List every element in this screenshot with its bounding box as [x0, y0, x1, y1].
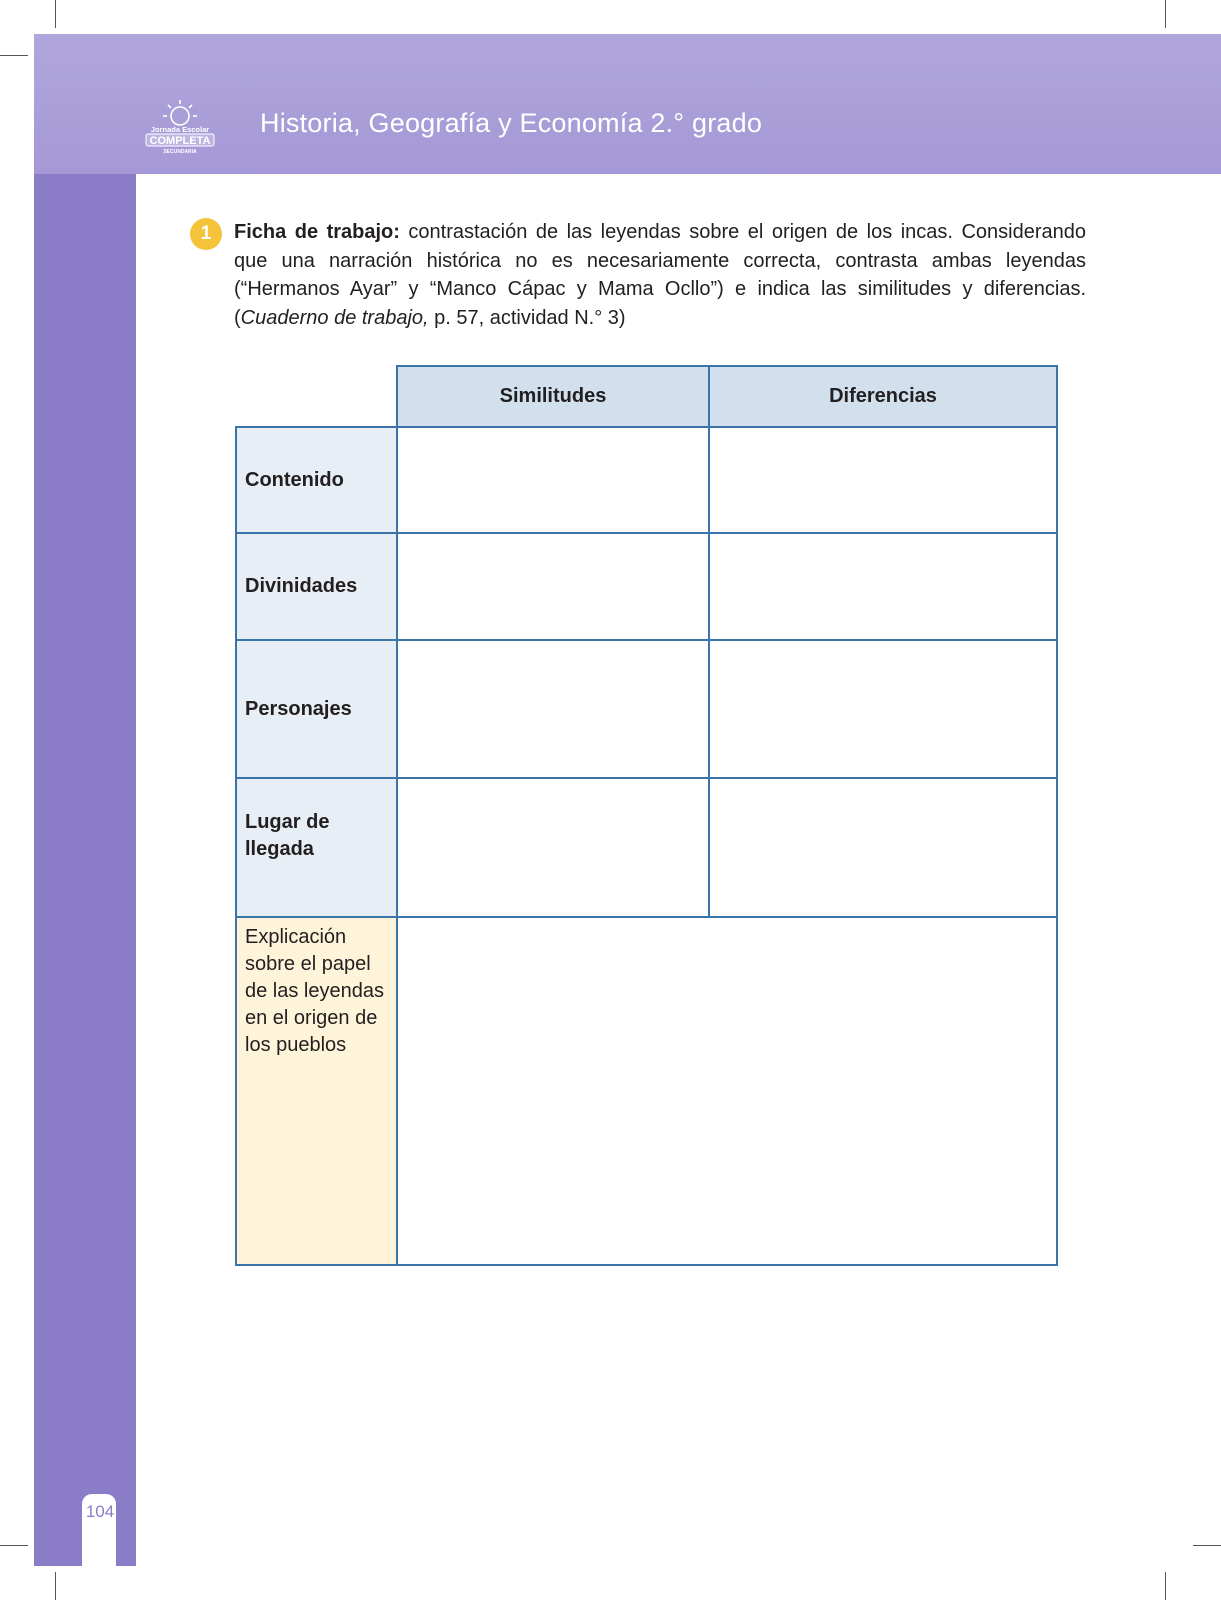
crop-mark	[0, 55, 28, 56]
page-number: 104	[85, 1502, 115, 1521]
crop-mark	[55, 1572, 56, 1600]
activity-reference: Cuaderno de trabajo,	[240, 306, 429, 329]
header-title: Historia, Geografía y Economía 2.° grado	[260, 108, 763, 138]
row-header-divinidades: Divinidades	[236, 533, 397, 640]
logo-line3: SECUNDARIA	[163, 149, 197, 155]
table-corner	[236, 366, 397, 427]
table-row	[236, 427, 1057, 533]
activity-instructions	[234, 218, 1086, 332]
answer-cell-similitudes[interactable]	[397, 533, 709, 640]
activity-text: contrastación de las leyendas sobre el origen de los incas. Considerando que una narración histórica no es necesariamente correcta, contrasta ambas leyendas (“Hermanos Ayar” y “Manco Cápac y Mama Ocllo”) e indica las similitudes y diferencias. (	[234, 221, 1087, 329]
answer-cell-diferencias[interactable]	[709, 427, 1057, 533]
activity-text-end: p. 57, actividad N.° 3)	[428, 306, 626, 329]
table-header-row	[236, 366, 1057, 427]
row-header-contenido: Contenido	[236, 427, 397, 533]
table-row	[236, 917, 1057, 1265]
answer-cell-diferencias[interactable]	[709, 778, 1057, 917]
logo-line2: COMPLETA	[149, 135, 211, 147]
answer-cell-diferencias[interactable]	[709, 640, 1057, 778]
crop-mark	[55, 0, 56, 28]
answer-cell-similitudes[interactable]	[397, 427, 709, 533]
answer-cell-diferencias[interactable]	[709, 533, 1057, 640]
answer-cell-explicacion[interactable]	[397, 917, 1057, 1265]
side-band	[34, 174, 136, 1566]
table-row	[236, 533, 1057, 640]
row-header-personajes: Personajes	[236, 640, 397, 778]
column-header-similitudes: Similitudes	[397, 366, 709, 427]
activity-number-badge: 1	[190, 218, 222, 250]
crop-mark	[1193, 1545, 1221, 1546]
answer-cell-similitudes[interactable]	[397, 778, 709, 917]
logo-line1: Jornada Escolar	[150, 125, 210, 134]
crop-mark	[1165, 1572, 1166, 1600]
jornada-escolar-logo	[140, 96, 220, 156]
row-header-lugar-de-llegada: Lugar de llegada	[236, 778, 397, 917]
column-header-diferencias: Diferencias	[709, 366, 1057, 427]
table-row	[236, 778, 1057, 917]
comparison-table	[235, 365, 1058, 1266]
answer-cell-similitudes[interactable]	[397, 640, 709, 778]
crop-mark	[0, 1545, 28, 1546]
row-header-explicacion: Explicación sobre el papel de las leyendas en el origen de los pueblos	[236, 917, 397, 1265]
activity-label: Ficha de trabajo:	[234, 221, 400, 243]
table-row	[236, 640, 1057, 778]
crop-mark	[1165, 0, 1166, 28]
